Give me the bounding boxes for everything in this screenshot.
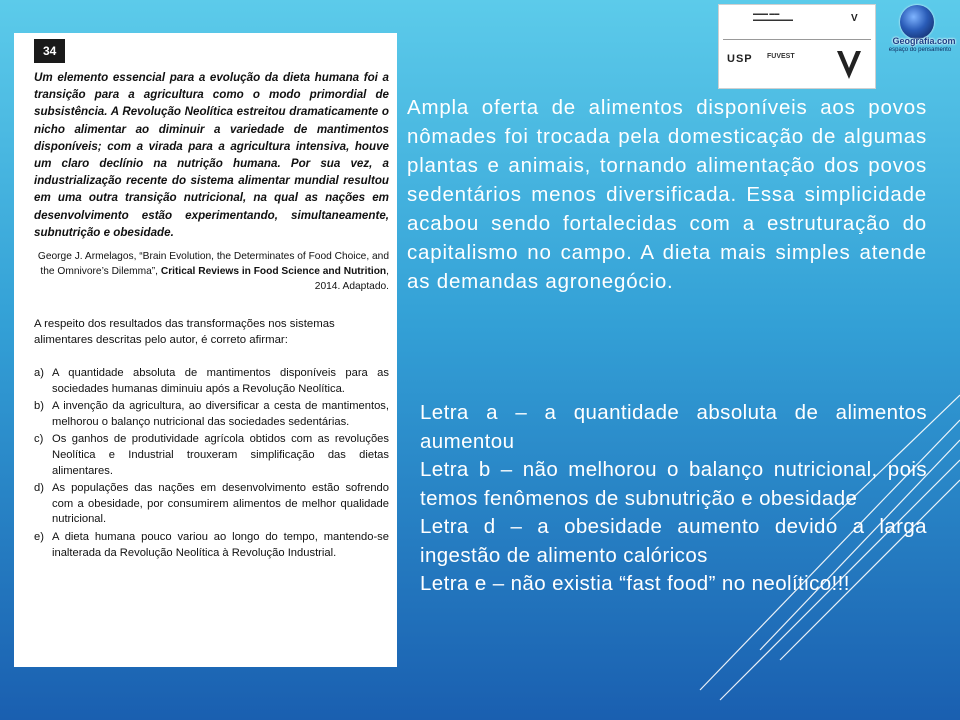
- option-text: As populações das nações em desenvolvimento estão sofrendo com a obesidade, por consumirem alimentos de melhor qualidade nutricional.: [52, 482, 389, 526]
- fuvest-wordmark: FUVEST: [767, 53, 795, 60]
- answer-item-a: Letra a – a quantidade absoluta de alimentos aumentou: [420, 401, 927, 453]
- question-options: [34, 366, 389, 561]
- option-text: Os ganhos de produtividade agrícola obtidos com as revoluções Neolítica e Industrial trouxeram simplificação das dietas alimentares.: [52, 433, 389, 477]
- answer-sheet-header: [723, 9, 871, 40]
- option-text: A invenção da agricultura, ao diversificar a cesta de mantimentos, melhorou o balanço nutricional das sociedades sedentárias.: [52, 400, 389, 428]
- answer-item-e: Letra e – não existia “fast food” no neolítico!!!: [420, 572, 850, 595]
- option-letter: b): [34, 400, 44, 413]
- source-prefix: George J. Armelagos, “Brain Evolution, the Determinates of Food Choice, and the Omnivore’s Dilemma”,: [37, 251, 389, 278]
- question-number: 34: [34, 39, 65, 63]
- answer-item-d: Letra d – a obesidade aumento devido a larga ingestão de alimento calóricos: [420, 515, 927, 567]
- question-passage: Um elemento essencial para a evolução da dieta humana foi a transição para a agricultura como o modo primordial de subsistência. A Revolução Neolítica estreitou dramaticamente o nicho alimentar ao diminuir a variedade de mantimentos disponíveis; com a virada para a agricultura intensiva, houve um claro declínio na nutrição humana. Por sua vez, a industrialização recente do sistema alimentar mundial resultou em uma outra transição nutricional, na qual as nações em desenvolvimento estão experimentando, simultaneamente, subnutrição e obesidade.: [34, 71, 389, 239]
- option-text: A dieta humana pouco variou ao longo do tempo, mantendo-se inalterada da Revolução Neolítica à Revolução Industrial.: [52, 530, 389, 559]
- answer-item-b: Letra b – não melhorou o balanço nutricional, pois temos fenômenos de subnutrição e obesidade: [420, 458, 927, 510]
- v-mark-icon: V: [851, 13, 858, 24]
- source-suffix: , 2014. Adaptado.: [314, 266, 389, 293]
- source-journal: Critical Reviews in Food Science and Nutrition: [160, 266, 387, 278]
- option-b: [34, 399, 389, 430]
- option-a: [34, 366, 389, 397]
- site-logo-name: Geografia.com: [892, 36, 956, 46]
- option-letter: e): [34, 530, 44, 543]
- globe-logo-icon: [900, 5, 934, 39]
- usp-logo: USP: [727, 53, 753, 65]
- site-logo-tagline: espaço do pensamento: [888, 47, 952, 53]
- answers-list: [420, 399, 927, 599]
- fuvest-v-icon: [835, 49, 863, 81]
- option-letter: d): [34, 482, 44, 495]
- option-c: [34, 432, 389, 479]
- fuvest-logo-image: [718, 4, 876, 89]
- option-e: [34, 530, 389, 561]
- option-d: [34, 481, 389, 528]
- question-source: [34, 249, 389, 294]
- option-letter: a): [34, 367, 44, 380]
- question-card: [14, 33, 397, 667]
- option-letter: c): [34, 433, 44, 446]
- explanation-text: Ampla oferta de alimentos disponíveis aos povos nômades foi trocada pela domesticação de algumas plantas e animais, tornando alimentação dos povos sedentários menos diversificada. Essa simplicidade acabou sendo fortalecidas com a estruturação do capitalismo no campo. A dieta mais simples atende as demandas agronegócio.: [407, 96, 927, 293]
- sheet-header-lines: ▬▬▬ ▬▬ ▬▬▬▬▬▬▬▬: [753, 11, 793, 23]
- question-prompt: A respeito dos resultados das transformações nos sistemas alimentares descritas pelo autor, é correto afirmar:: [34, 318, 335, 347]
- option-text: A quantidade absoluta de mantimentos disponíveis para as sociedades humanas diminuiu após a Revolução Neolítica.: [52, 367, 389, 395]
